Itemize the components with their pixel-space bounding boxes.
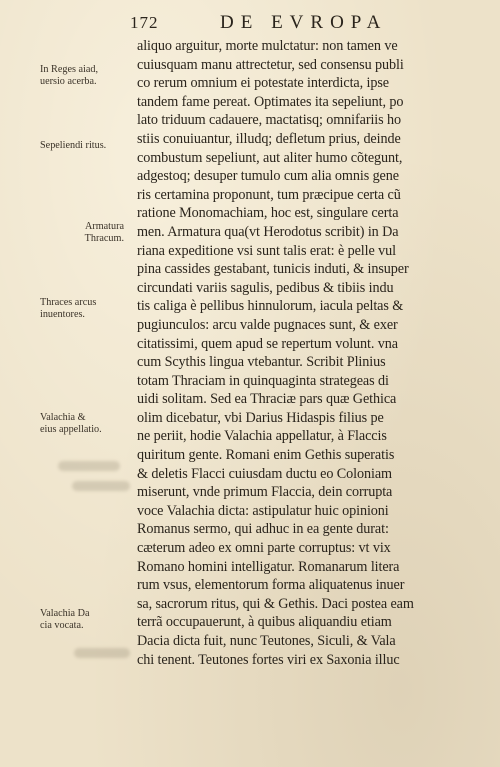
margin-note-line: Valachia Da: [40, 608, 90, 619]
body-line: tis caliga è pellibus hinnulorum, iacula peltas &: [137, 298, 404, 315]
page-header: [130, 13, 490, 35]
body-line: adgestoq; desuper tumulo cum alia omnis gene: [137, 168, 399, 185]
ink-smudge: [74, 648, 130, 658]
margin-note-thraces: [40, 297, 136, 321]
body-line: ne periit, hodie Valachia appellatur, à Flaccis: [137, 428, 387, 445]
body-line: aliquo arguitur, morte mulctatur: non tamen ve: [137, 38, 398, 54]
margin-note-line: cia vocata.: [40, 620, 84, 631]
body-line: tandem fame pereat. Optimates ita sepeliunt, po: [137, 93, 404, 110]
margin-note-line: Thracum.: [84, 233, 124, 244]
body-line: terrã occupauerunt, à quibus aliquandiu etiam: [137, 614, 392, 631]
body-text: [137, 37, 465, 669]
page-number: 172: [130, 13, 159, 32]
margin-note-valachia-dacia: [40, 608, 136, 632]
body-line: co rerum omnium ei potestate interdicta, ipse: [137, 75, 389, 92]
body-line: chi tenent. Teutones fortes viri ex Saxonia illuc: [137, 651, 400, 668]
body-line: rum vsus, elementorum forma aliquatenus inuer: [137, 577, 405, 594]
margin-note-line: Valachia &: [40, 412, 86, 423]
body-line: men. Armatura qua(vt Herodotus scribit) in Da: [137, 223, 399, 240]
body-line: uidi solitam. Sed ea Thraciæ pars quæ Gethica: [137, 391, 397, 408]
body-line: ratione Monomachiam, hoc est, singulare certa: [137, 205, 399, 222]
body-line: pugiunculos: arcu valde pugnaces sunt, & exer: [137, 316, 398, 333]
margin-note-line: inuentores.: [40, 309, 85, 320]
margin-note-sepeliendi: [40, 140, 136, 152]
running-head: DE EVROPA: [220, 12, 388, 33]
margin-note-reges: [40, 64, 136, 88]
body-line: stiis conuiuantur, illudq; defletum prius, deinde: [137, 130, 401, 147]
body-line: Romano homini intelligatur. Romanarum litera: [137, 558, 400, 575]
body-line: voce Valachia dicta: astipulatur huic opinioni: [137, 502, 389, 519]
body-line: quiritum gente. Romani enim Gethis superatis: [137, 447, 395, 464]
margin-note-line: Thraces arcus: [40, 297, 97, 308]
body-line: circundati variis sagulis, pedibus & tibiis indu: [137, 279, 394, 296]
body-line: citatissimi, quem apud se repertum volunt. vna: [137, 335, 398, 352]
body-line: totam Thraciam in quinquaginta strategeas di: [137, 372, 389, 389]
body-line: cæterum adeo ex omni parte corruptus: vt vix: [137, 540, 391, 557]
body-line: riana expeditione vsi sunt talis erat: è pelle vul: [137, 242, 396, 259]
body-line: cuiusquam manu attrectetur, sed consensu publi: [137, 56, 404, 73]
body-line: cum Scythis lingua vtebantur. Scribit Plinius: [137, 354, 386, 371]
margin-note-line: In Reges aiad,: [40, 64, 98, 75]
body-line: miserunt, vnde primum Flaccia, dein corrupta: [137, 484, 393, 501]
margin-note-valachia: [40, 412, 136, 436]
ink-smudge: [72, 481, 130, 491]
margin-note-line: eius appellatio.: [40, 424, 102, 435]
body-line: Dacia dicta fuit, nunc Teutones, Siculi, & Vala: [137, 633, 396, 649]
margin-note-line: uersio acerba.: [40, 76, 97, 87]
margin-note-line: Armatura: [84, 221, 124, 232]
body-line: combustum sepeliunt, aut aliter humo cõtegunt,: [137, 149, 403, 166]
margin-note-line: Sepeliendi ritus.: [40, 140, 107, 151]
body-line: pina cassides gestabant, tunicis induti, & insuper: [137, 261, 409, 278]
body-line: olim dicebatur, vbi Darius Hidaspis filius pe: [137, 409, 384, 426]
body-line: sa, sacrorum ritus, qui & Gethis. Daci postea eam: [137, 595, 414, 612]
margin-note-armatura: [28, 221, 124, 245]
body-line: Romanus sermo, qui adhuc in ea gente durat:: [137, 521, 389, 538]
body-line: & deletis Flacci cuiusdam ductu eo Coloniam: [137, 465, 392, 482]
body-line: ris certamina proponunt, tum præcipue certa cũ: [137, 186, 401, 203]
body-line: lato triduum cadauere, mactatisq; omnifariis ho: [137, 112, 401, 129]
ink-smudge: [58, 461, 120, 471]
